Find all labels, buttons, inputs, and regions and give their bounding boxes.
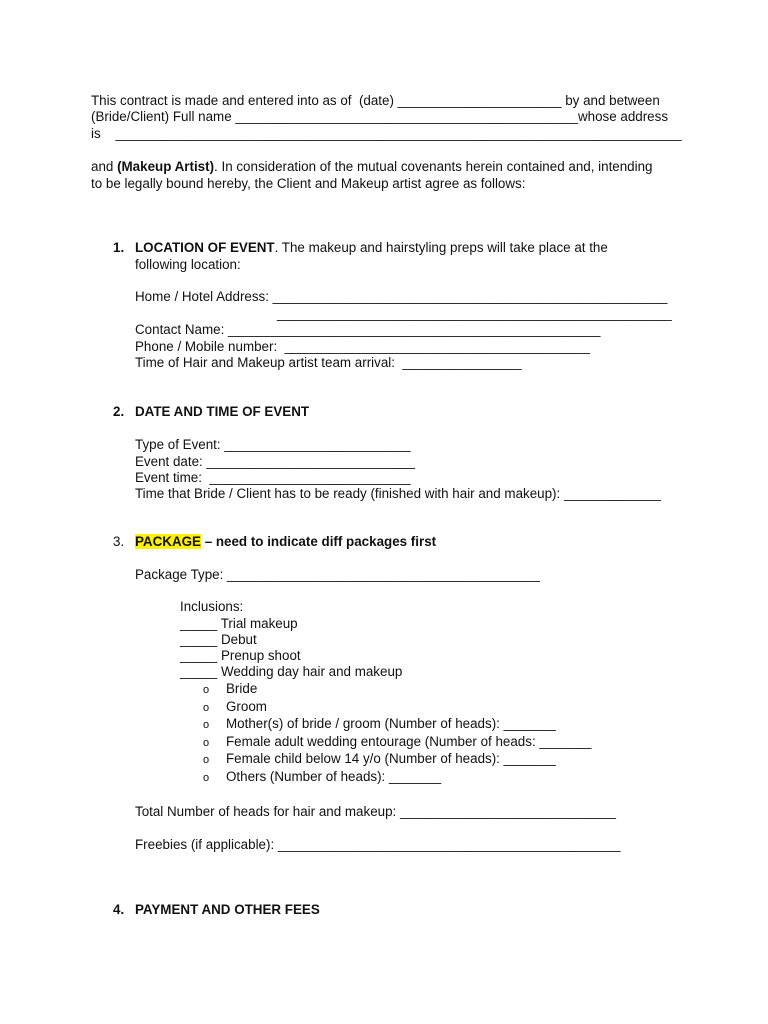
section-1-heading: LOCATION OF EVENT: [135, 240, 275, 255]
bullet-icon: o: [203, 772, 210, 784]
intro-line-3: is ____________________________________________________________________________: [91, 126, 682, 141]
section-4-heading: PAYMENT AND OTHER FEES: [135, 902, 320, 917]
intro-line-2: [91, 109, 668, 125]
inclusions-label: Inclusions:: [180, 599, 244, 614]
section-3-heading-rest: – need to indicate diff packages first: [200, 534, 437, 549]
bullet-icon: o: [203, 754, 210, 766]
inclusion-item: _____ Trial makeup: [180, 616, 298, 631]
section-1-heading-line: [135, 240, 608, 256]
event-type-field: Type of Event: _________________________: [135, 437, 411, 452]
sub-item: Female adult wedding entourage (Number of heads: _______: [226, 734, 592, 749]
package-type-field: Package Type: __________________________________________: [135, 567, 540, 582]
contact-name-field: Contact Name: __________________________________________________: [135, 322, 601, 337]
bullet-icon: o: [203, 684, 210, 696]
package-highlight: PACKAGE: [135, 534, 201, 549]
event-time-field: Event time: ___________________________: [135, 470, 411, 485]
section-1-number: 1.: [113, 240, 125, 255]
event-date-field: Event date: ____________________________: [135, 454, 415, 469]
arrival-time-field: Time of Hair and Makeup artist team arrival: ________________: [135, 355, 522, 370]
section-1-heading-line-2: following location:: [135, 257, 241, 272]
full-name-blank: ______________________________________________: [235, 109, 578, 124]
inclusion-item: _____ Prenup shoot: [180, 648, 301, 663]
intro-consideration: . In consideration of the mutual covenants herein contained and, intending: [214, 159, 653, 174]
section-2-number: 2.: [113, 404, 125, 419]
address-field-continued: _____________________________________________________: [277, 306, 672, 321]
sub-item: Others (Number of heads): _______: [226, 769, 442, 784]
sub-item: Bride: [226, 681, 258, 696]
bullet-icon: o: [203, 719, 210, 731]
intro-and: and: [91, 159, 118, 174]
inclusion-item: _____ Wedding day hair and makeup: [180, 664, 403, 679]
section-3-number: 3.: [113, 534, 125, 549]
intro-full-name-label: (Bride/Client) Full name: [91, 109, 236, 124]
sub-item: Mother(s) of bride / groom (Number of heads): _______: [226, 716, 556, 731]
ready-time-field: Time that Bride / Client has to be ready (finished with hair and makeup): _____________: [135, 486, 661, 501]
freebies-field: Freebies (if applicable): ______________________________________________: [135, 837, 621, 852]
bullet-icon: o: [203, 737, 210, 749]
inclusion-item: _____ Debut: [180, 632, 257, 647]
phone-field: Phone / Mobile number: _________________________________________: [135, 339, 590, 354]
section-2-heading: DATE AND TIME OF EVENT: [135, 404, 310, 419]
sub-item: Female child below 14 y/o (Number of heads): _______: [226, 751, 556, 766]
section-3-heading: [135, 534, 436, 550]
bullet-icon: o: [203, 702, 210, 714]
intro-line-1: This contract is made and entered into as of (date) ______________________ by and between: [91, 93, 660, 108]
section-1-heading-rest: . The makeup and hairstyling preps will take place at the: [274, 240, 608, 255]
total-heads-field: Total Number of heads for hair and makeup: _____________________________: [135, 804, 616, 819]
makeup-artist-label: (Makeup Artist): [117, 159, 215, 174]
intro-line-5: to be legally bound hereby, the Client and Makeup artist agree as follows:: [91, 176, 526, 191]
sub-item: Groom: [226, 699, 267, 714]
intro-line-4: [91, 159, 653, 175]
address-field: Home / Hotel Address: _____________________________________________________: [135, 289, 668, 304]
section-4-number: 4.: [113, 902, 125, 917]
intro-whose-address: whose address: [577, 109, 669, 124]
